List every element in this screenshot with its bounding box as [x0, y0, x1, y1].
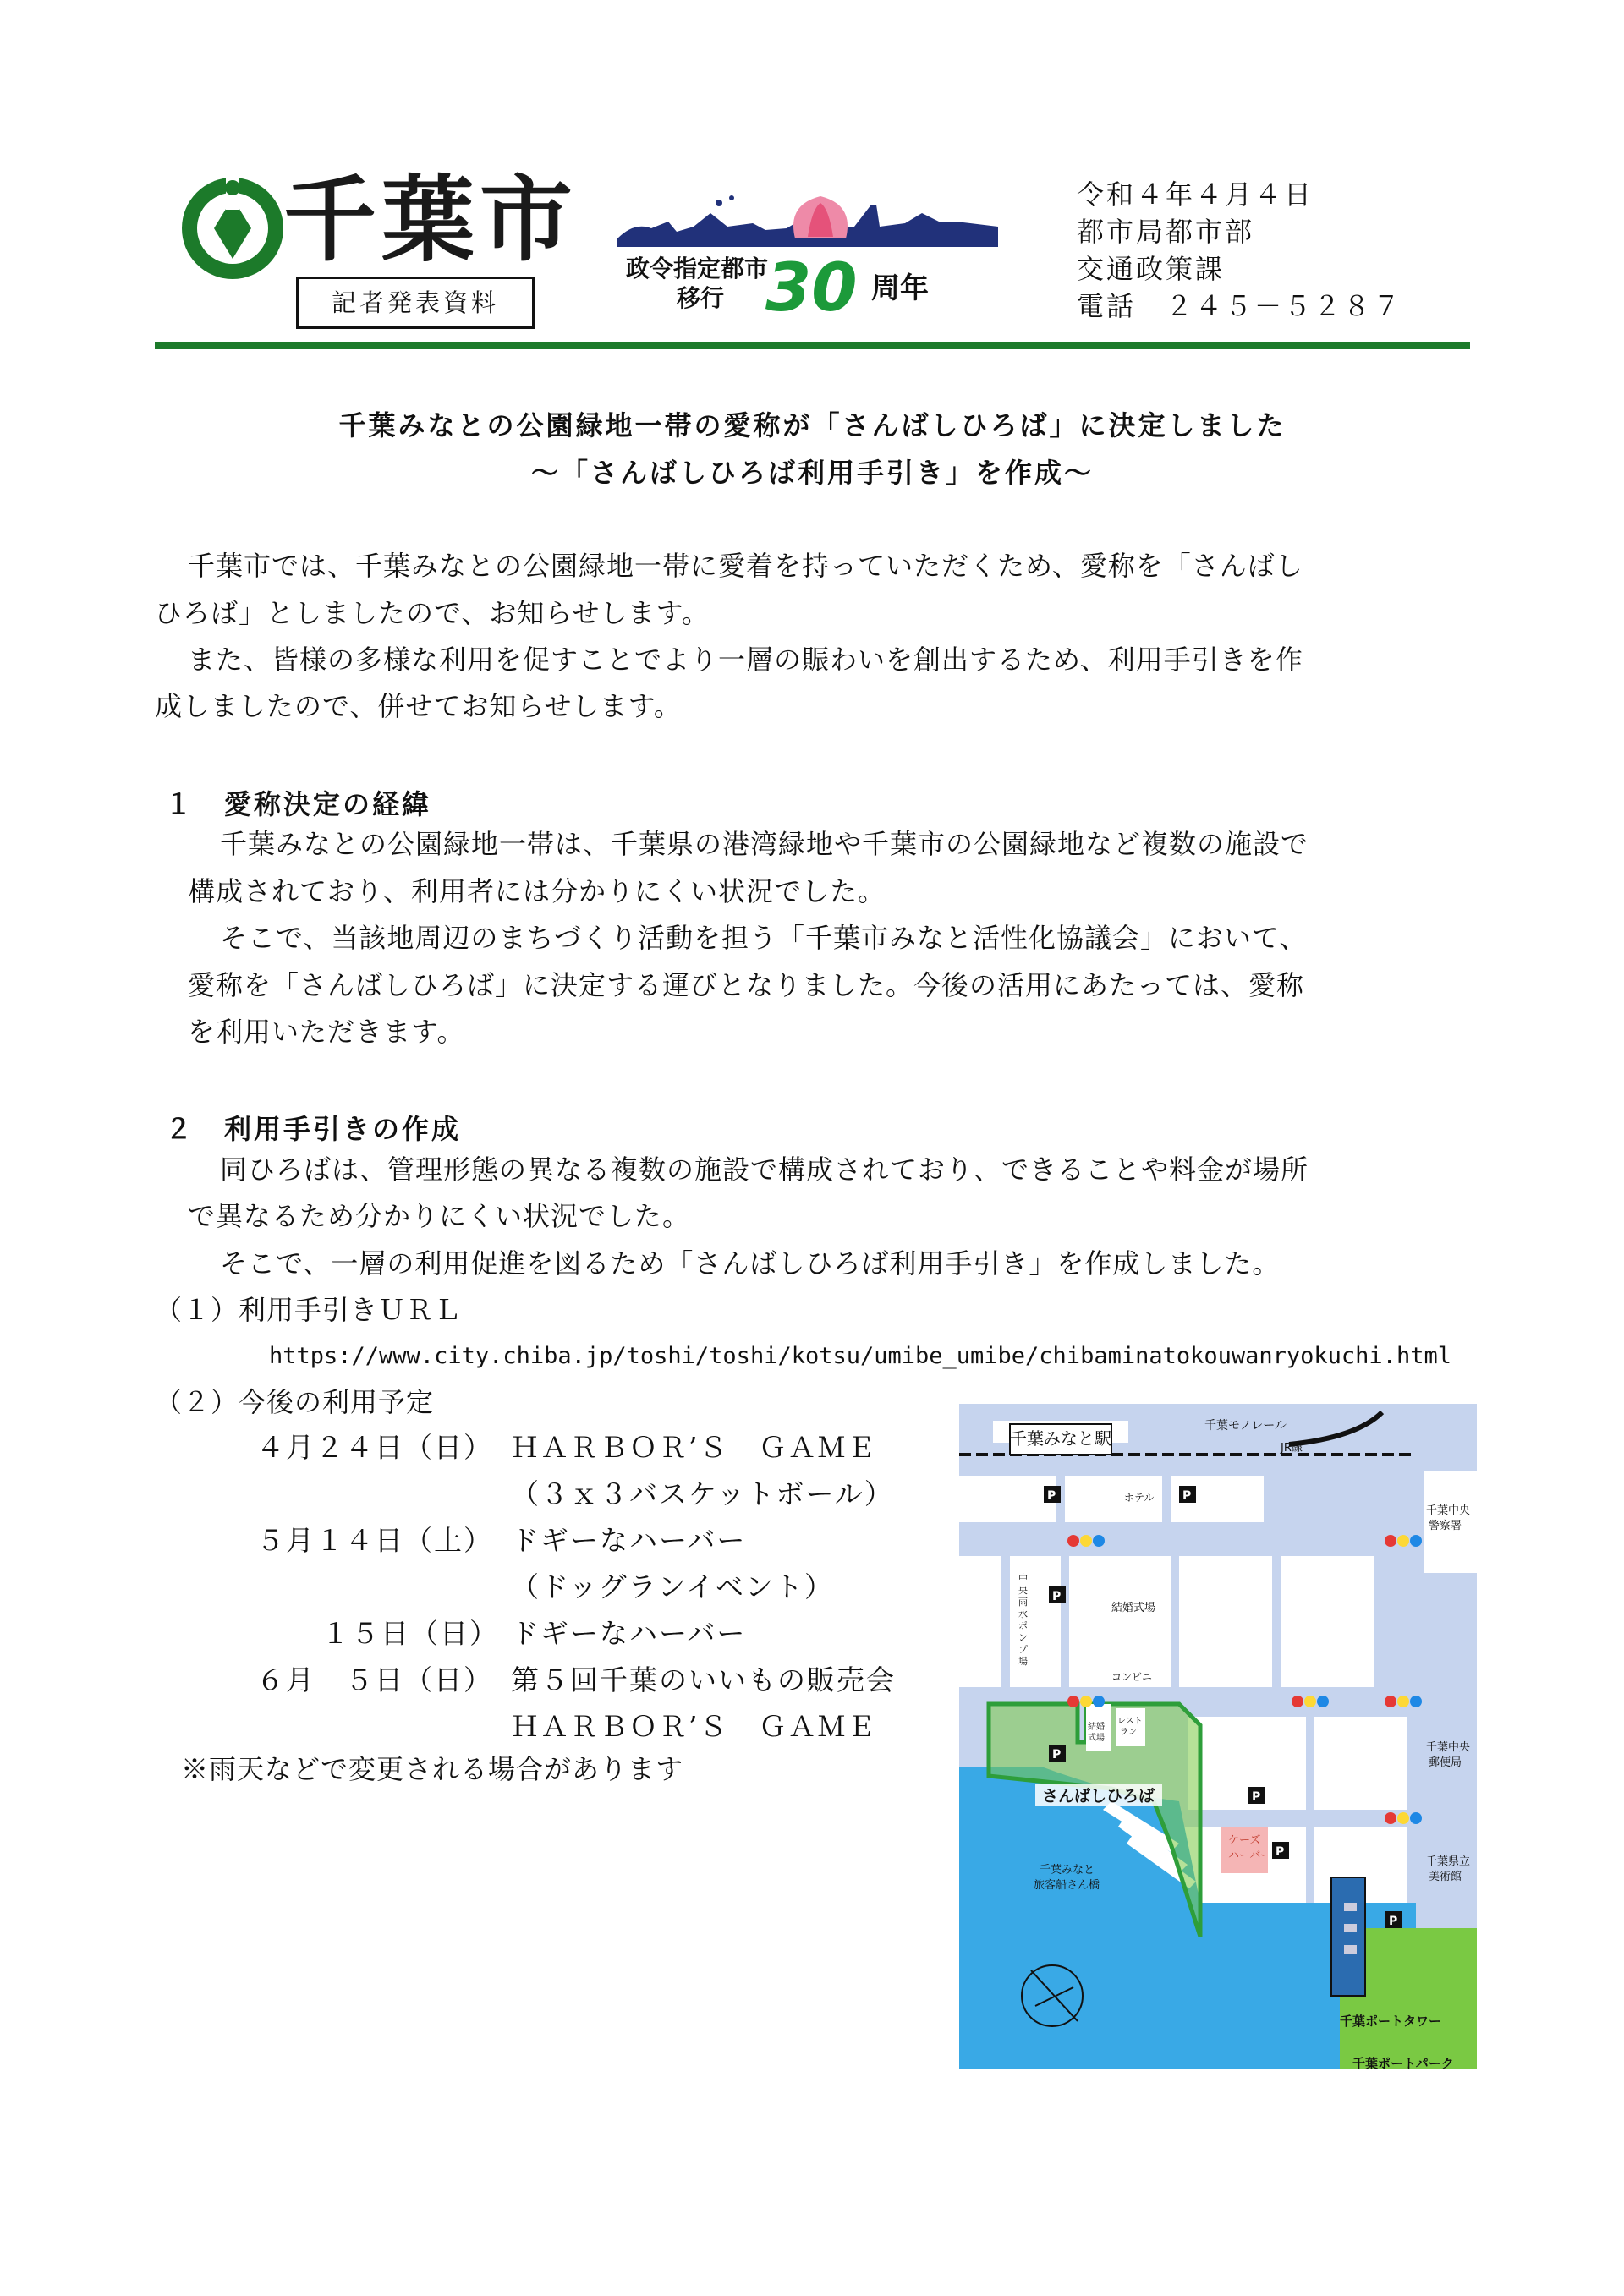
map-pump-label: ン: [1018, 1632, 1028, 1643]
map-terminal-label: 千葉みなと: [1040, 1864, 1095, 1877]
section1-line: 構成されており、利用者には分かりにくい状況でした。: [188, 875, 886, 907]
section1-line: 千葉みなとの公園緑地一帯は、千葉県の港湾緑地や千葉市の公園緑地など複数の施設で: [220, 828, 1309, 860]
schedule-date: １５日（日）: [321, 1617, 499, 1650]
schedule-event: ＨＡＲＢＯＲ’Ｓ ＧＡＭＥ: [511, 1710, 877, 1743]
section2-line: そこで、一層の利用促進を図るため「さんばしひろば利用手引き」を作成しました。: [220, 1247, 1281, 1280]
map-pump-label: 雨: [1018, 1597, 1028, 1608]
schedule-date: ４月２４日（日）: [256, 1431, 493, 1464]
parking-icon: P: [1052, 1590, 1062, 1603]
anniversary-suffix: 周年: [871, 271, 929, 305]
phone-number: 電話 ２４５－５２８７: [1077, 290, 1403, 322]
department: 都市局都市部: [1077, 216, 1255, 248]
map-wedding-label: 結婚式場: [1111, 1602, 1156, 1614]
map-postoffice-label: 千葉中央: [1426, 1741, 1471, 1754]
release-date: 令和４年４月４日: [1077, 178, 1314, 211]
section1-line: そこで、当該地周辺のまちづくり活動を担う「千葉市みなと活性化協議会」において、: [220, 922, 1308, 954]
map-hotel-label: ホテル: [1124, 1492, 1155, 1504]
section1-heading: １ 愛称決定の経緯: [165, 788, 432, 820]
intro-line: ひろば」としましたので、お知らせします。: [155, 597, 710, 629]
schedule-event: （３ｘ３バスケットボール）: [511, 1477, 894, 1510]
map-wedding2-label: 結婚: [1088, 1723, 1105, 1732]
guide-url-link[interactable]: https://www.city.chiba.jp/toshi/toshi/kotsu/umibe_umibe/chibaminatokouwanryokuchi.html: [269, 1343, 1451, 1369]
map-wedding2-label: 式場: [1088, 1734, 1105, 1743]
section2-heading: ２ 利用手引きの作成: [165, 1113, 462, 1145]
section-name: 交通政策課: [1077, 253, 1226, 285]
map-pump-label: ポ: [1018, 1620, 1028, 1631]
map-sanbashi-label: さんばしひろば: [1042, 1787, 1155, 1806]
header-divider: [155, 342, 1470, 349]
map-restaurant-label: ラン: [1120, 1728, 1137, 1737]
schedule-event: ドギーなハーバー: [511, 1524, 747, 1557]
parking-icon: P: [1276, 1845, 1285, 1859]
guide-url-heading: （１）利用手引きＵＲＬ: [155, 1294, 463, 1326]
press-release-label: 記者発表資料: [296, 277, 535, 329]
map-monorail-label: 千葉モノレール: [1204, 1419, 1287, 1433]
map-conv-label: コンビニ: [1111, 1671, 1153, 1683]
map-police-label: 千葉中央: [1426, 1504, 1471, 1517]
map-tower-label: 千葉ポートタワー: [1340, 2014, 1442, 2029]
schedule-event: ＨＡＲＢＯＲ’Ｓ ＧＡＭＥ: [511, 1431, 877, 1464]
parking-icon: P: [1052, 1748, 1062, 1762]
map-pump-label: 央: [1018, 1585, 1028, 1596]
map-jr-label: JR線: [1281, 1442, 1303, 1455]
section2-line: 同ひろばは、管理形態の異なる複数の施設で構成されており、できることや料金が場所: [220, 1153, 1309, 1186]
page-title: 千葉みなとの公園緑地一帯の愛称が「さんばしひろば」に決定しました: [338, 409, 1287, 441]
map-restaurant-label: レスト: [1117, 1717, 1143, 1726]
map-keys-label: ケーズ: [1228, 1834, 1261, 1847]
schedule-event: ドギーなハーバー: [511, 1617, 747, 1650]
schedule-date: ５月１４日（土）: [256, 1524, 493, 1557]
city-name-logotype: 千葉市: [283, 166, 578, 274]
intro-line: 千葉市では、千葉みなとの公園緑地一帯に愛着を持っていただくため、愛称を「さんばし: [188, 550, 1303, 582]
anniversary-30-logo: [617, 188, 998, 315]
sanbashi-hiroba-map: [959, 1404, 1477, 2069]
parking-icon: P: [1389, 1915, 1398, 1928]
anniversary-number: 30: [765, 250, 858, 315]
map-postoffice-label: 郵便局: [1429, 1756, 1462, 1769]
map-museum-label: 美術館: [1429, 1871, 1462, 1883]
page-subtitle: ～「さんばしひろば利用手引き」を作成～: [530, 457, 1094, 489]
map-pump-label: 場: [1018, 1656, 1028, 1667]
parking-icon: P: [1252, 1790, 1261, 1804]
map-police-label: 警察署: [1429, 1520, 1462, 1532]
parking-icon: P: [1047, 1489, 1056, 1503]
section1-line: 愛称を「さんばしひろば」に決定する運びとなりました。今後の活用にあたっては、愛称: [188, 969, 1305, 1001]
rain-note: ※雨天などで変更される場合があります: [181, 1753, 684, 1785]
intro-line: 成しましたので、併せてお知らせします。: [155, 690, 682, 722]
map-terminal-label: 旅客船さん橋: [1034, 1879, 1100, 1892]
anniversary-line2: 移行: [677, 284, 725, 312]
map-park-label: 千葉ポートパーク: [1352, 2056, 1454, 2069]
map-pump-label: 中: [1018, 1573, 1028, 1584]
schedule-event: （ドッグランイベント）: [511, 1570, 835, 1603]
schedule-heading: （２）今後の利用予定: [155, 1386, 435, 1418]
section1-line: を利用いただきます。: [188, 1016, 465, 1048]
schedule-event: 第５回千葉のいいもの販売会: [511, 1663, 896, 1696]
section2-line: で異なるため分かりにくい状況でした。: [188, 1200, 691, 1232]
press-meta: [1077, 176, 1402, 325]
anniversary-line1: 政令指定都市: [626, 255, 769, 282]
parking-icon: P: [1182, 1489, 1192, 1503]
map-keys-label: ハーバー: [1228, 1849, 1272, 1862]
map-station-label: 千葉みなと駅: [1010, 1428, 1111, 1449]
map-museum-label: 千葉県立: [1426, 1855, 1471, 1868]
map-pump-label: 水: [1018, 1608, 1028, 1619]
intro-line: また、皆様の多様な利用を促すことでより一層の賑わいを創出するため、利用手引きを作: [188, 644, 1303, 676]
map-pump-label: プ: [1018, 1644, 1028, 1655]
schedule-date: ６月 ５日（日）: [256, 1663, 493, 1696]
